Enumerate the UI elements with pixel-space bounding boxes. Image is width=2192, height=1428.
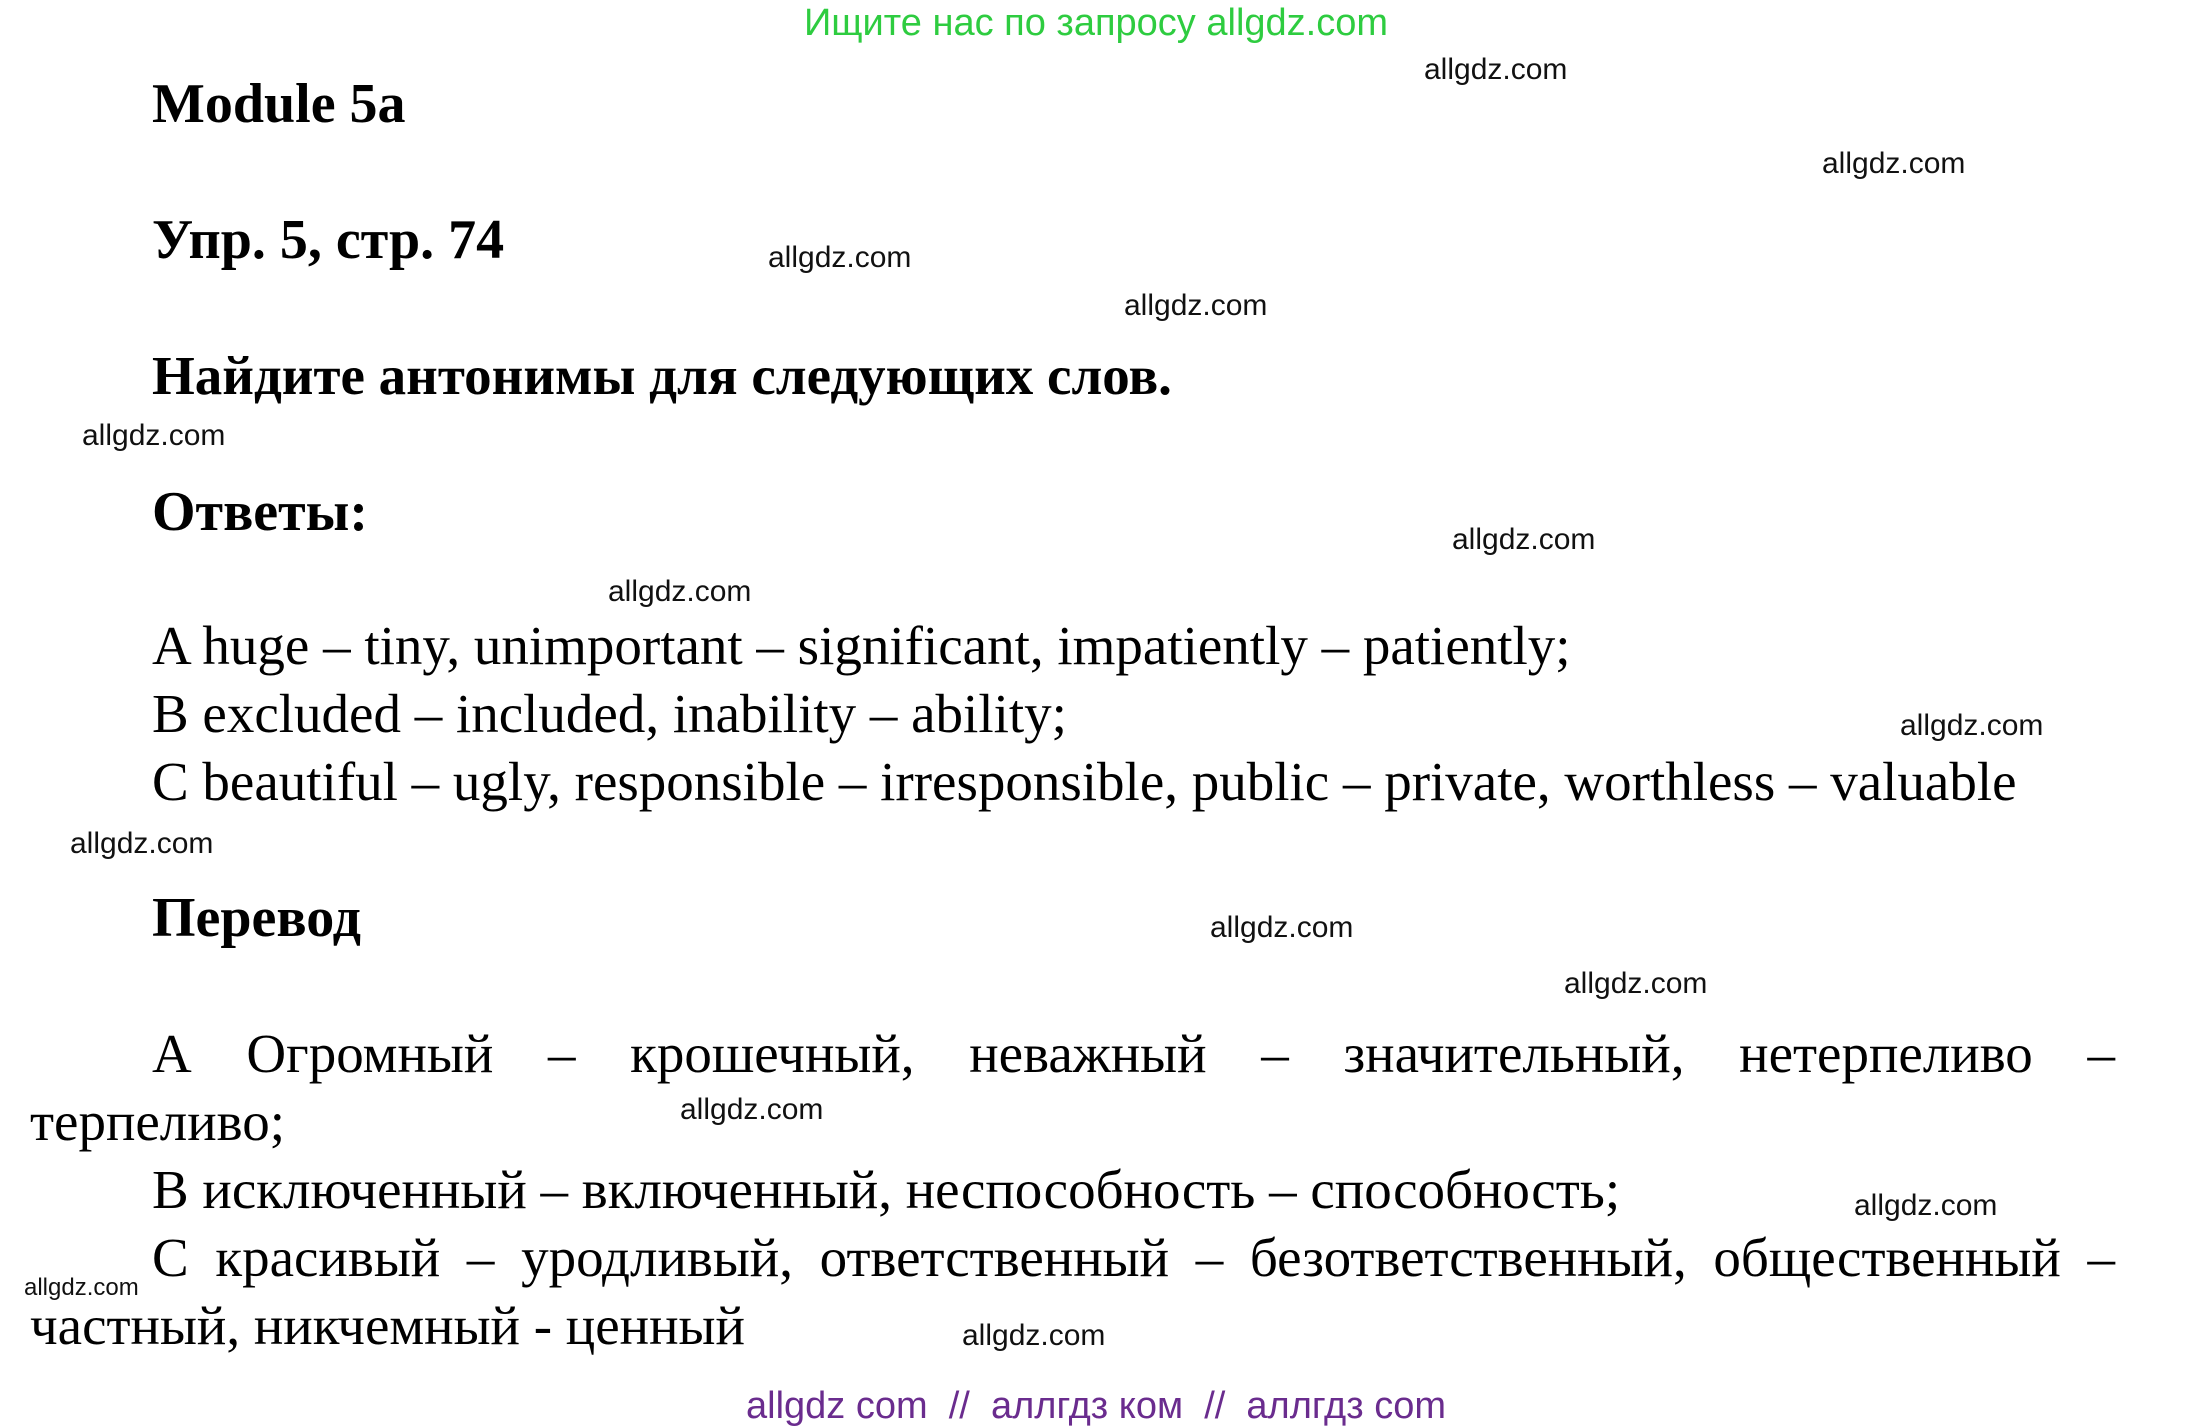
module-title: Module 5a <box>152 73 406 135</box>
watermark: allgdz.com <box>1124 289 1268 322</box>
watermark: allgdz.com <box>1210 911 1354 944</box>
answer-line-a: A huge – tiny, unimportant – significant, impatiently – patiently; <box>152 615 1571 676</box>
bottom-banner: allgdz com // аллгдз ком // аллгдз com <box>746 1385 1446 1427</box>
translation-paragraph-c: С красивый – уродливый, ответственный – безответственный, общественный – частный, никчемный - ценный <box>30 1227 2115 1356</box>
watermark: allgdz.com <box>1854 1189 1998 1222</box>
top-banner: Ищите нас по запросу allgdz.com <box>803 2 1388 44</box>
watermark: allgdz.com <box>768 241 912 274</box>
watermark: allgdz.com <box>1424 53 1568 86</box>
translation-paragraph-b: В исключенный – включенный, неспособность – способность; <box>152 1159 1621 1220</box>
translation-heading: Перевод <box>152 887 361 949</box>
watermark: allgdz.com <box>70 827 214 860</box>
answer-line-b: B excluded – included, inability – ability; <box>152 683 1067 744</box>
watermark: allgdz.com <box>680 1093 824 1126</box>
translation-paragraph-a <box>30 1020 2115 1156</box>
task-instruction: Найдите антонимы для следующих слов. <box>152 345 1172 406</box>
watermark: allgdz.com <box>608 575 752 608</box>
exercise-title: Упр. 5, стр. 74 <box>152 209 505 271</box>
translation-a-line-2: терпеливо; <box>30 1091 286 1152</box>
watermark: allgdz.com <box>1900 709 2044 742</box>
answer-line-c: C beautiful – ugly, responsible – irresponsible, public – private, worthless – valuable <box>152 751 2017 812</box>
watermark: allgdz.com <box>24 1274 139 1301</box>
watermark: allgdz.com <box>82 419 226 452</box>
translation-a-line-1: А Огромный – крошечный, неважный – значительный, нетерпеливо – <box>152 1023 2115 1084</box>
watermark: allgdz.com <box>962 1319 1106 1352</box>
watermark: allgdz.com <box>1452 523 1596 556</box>
watermark: allgdz.com <box>1822 147 1966 180</box>
watermark: allgdz.com <box>1564 967 1708 1000</box>
answers-heading: Ответы: <box>152 481 369 543</box>
